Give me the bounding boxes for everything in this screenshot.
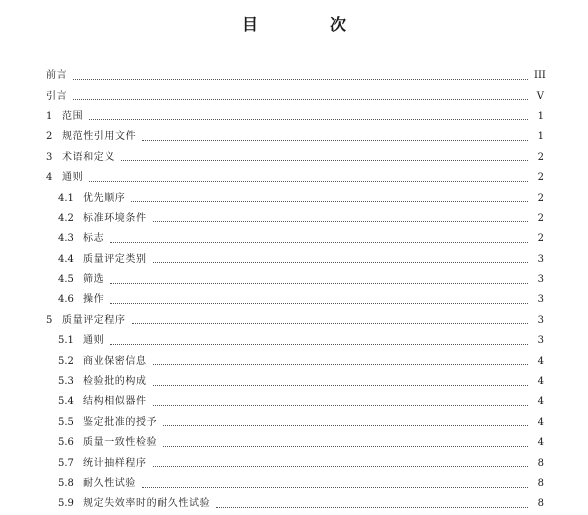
dot-leader — [73, 99, 528, 100]
dot-leader — [153, 364, 528, 365]
toc-entry-page-number: 4 — [537, 376, 544, 388]
toc-entry-number: 2 — [46, 131, 53, 143]
dot-leader — [89, 119, 528, 120]
toc-entry-title: 标准环境条件 — [83, 212, 147, 224]
toc-entry-number: 5.9 — [58, 498, 74, 510]
dot-leader — [153, 405, 528, 406]
toc-entry-title: 范围 — [62, 110, 84, 122]
toc-entry-page-number: 2 — [537, 192, 544, 204]
toc-entry-title: 商业保密信息 — [83, 355, 147, 367]
toc-entry-number: 5.7 — [58, 457, 74, 469]
toc-entry-title: 通则 — [83, 335, 105, 347]
dot-leader — [110, 303, 528, 304]
toc-entry-number: 5.3 — [58, 376, 74, 388]
toc-entry-page-number: 8 — [537, 498, 544, 510]
toc-entry-title: 前言 — [46, 70, 68, 82]
toc-entry-page-number: 3 — [537, 335, 544, 347]
toc-entry-page-number: V — [536, 90, 544, 102]
toc-entry-number: 4.2 — [58, 212, 74, 224]
toc-entry — [0, 168, 588, 188]
toc-entry-number: 3 — [46, 151, 53, 163]
toc-entry-number: 5.5 — [58, 416, 74, 428]
toc-entry — [0, 250, 588, 270]
dot-leader — [153, 262, 528, 263]
toc-entry — [0, 331, 588, 351]
toc-entry-page-number: 4 — [537, 355, 544, 367]
toc-entry — [0, 270, 588, 290]
toc-entry — [0, 229, 588, 249]
toc-entry-page-number: 2 — [537, 151, 544, 163]
toc-entry-number: 4.6 — [58, 294, 74, 306]
toc-entry-number: 4 — [46, 172, 53, 184]
toc-entry-page-number: 4 — [537, 437, 544, 449]
toc-entry-title: 检验批的构成 — [83, 376, 147, 388]
dot-leader — [132, 323, 528, 324]
toc-entry-title: 筛选 — [83, 274, 105, 286]
dot-leader — [110, 283, 528, 284]
toc-entry-title: 质量评定程序 — [62, 314, 126, 326]
toc-entry — [0, 311, 588, 331]
toc-entry-title: 操作 — [83, 294, 105, 306]
toc-entry — [0, 188, 588, 208]
toc-entry — [0, 86, 588, 106]
toc-entry — [0, 107, 588, 127]
toc-entry — [0, 148, 588, 168]
toc-entry-page-number: 1 — [537, 131, 544, 143]
dot-leader — [89, 181, 528, 182]
toc-entry-title: 规范性引用文件 — [62, 131, 137, 143]
toc-entry-title: 优先顺序 — [83, 192, 126, 204]
toc-entry — [0, 392, 588, 412]
toc-entry — [0, 474, 588, 494]
dot-leader — [142, 487, 528, 488]
toc-entry-title: 耐久性试验 — [83, 478, 136, 489]
dot-leader — [121, 160, 528, 161]
dot-leader — [216, 507, 528, 508]
toc-entry-title: 术语和定义 — [62, 151, 115, 163]
toc-entry-page-number: 1 — [537, 110, 544, 122]
toc-entry-page-number: 8 — [537, 478, 544, 489]
toc-entry-title: 标志 — [83, 233, 105, 245]
toc-entry-number: 4.4 — [58, 253, 74, 265]
toc-entry — [0, 453, 588, 473]
toc-entry — [0, 66, 588, 86]
toc-entry-page-number: 3 — [537, 274, 544, 286]
toc-entry-number: 5.1 — [58, 335, 74, 347]
dot-leader — [163, 425, 528, 426]
toc-entry-number: 1 — [46, 110, 53, 122]
toc-entry-number: 4.1 — [58, 192, 74, 204]
toc-entry — [0, 413, 588, 433]
dot-leader — [110, 242, 528, 243]
toc-entry — [0, 372, 588, 392]
dot-leader — [110, 344, 528, 345]
toc-entry-title: 引言 — [46, 90, 68, 102]
dot-leader — [163, 446, 528, 447]
dot-leader — [142, 140, 528, 141]
toc-entry-page-number: 4 — [537, 416, 544, 428]
dot-leader — [153, 385, 528, 386]
toc-entry — [0, 209, 588, 229]
toc-entry — [0, 433, 588, 453]
dot-leader — [131, 201, 528, 202]
toc-entry-page-number: 4 — [537, 396, 544, 408]
toc-entry-page-number: 3 — [537, 314, 544, 326]
toc-entry-title: 规定失效率时的耐久性试验 — [83, 498, 211, 510]
toc-entry-page-number: 3 — [537, 294, 544, 306]
toc-entry-title: 结构相似器件 — [83, 396, 147, 408]
toc-entry-title: 鉴定批准的授予 — [83, 416, 158, 428]
toc-entry — [0, 127, 588, 147]
toc-entry-page-number: 2 — [537, 212, 544, 224]
toc-entry-page-number: 2 — [537, 172, 544, 184]
toc-entry-page-number: 3 — [537, 253, 544, 265]
toc-entry-page-number: III — [534, 70, 546, 82]
toc-entry — [0, 290, 588, 310]
toc-entry-number: 5 — [46, 314, 53, 326]
dot-leader — [153, 221, 528, 222]
toc-entry-title: 通则 — [62, 172, 84, 184]
toc-entry-number: 5.6 — [58, 437, 74, 449]
toc-entry-page-number: 2 — [537, 233, 544, 245]
toc-entry-page-number: 8 — [537, 457, 544, 469]
toc-entry-number: 4.5 — [58, 274, 74, 286]
dot-leader — [73, 79, 528, 80]
toc-entry-title: 质量评定类别 — [83, 253, 147, 265]
toc-entry-number: 5.8 — [58, 478, 74, 489]
toc-entry-title: 质量一致性检验 — [83, 437, 158, 449]
dot-leader — [153, 466, 528, 467]
page-title: 目 次 — [241, 15, 374, 34]
toc-entry-number: 4.3 — [58, 233, 74, 245]
table-of-contents — [0, 66, 588, 515]
toc-entry-title: 统计抽样程序 — [83, 457, 147, 469]
toc-entry-number: 5.4 — [58, 396, 74, 408]
toc-entry-number: 5.2 — [58, 355, 74, 367]
toc-entry — [0, 351, 588, 371]
toc-entry — [0, 494, 588, 514]
